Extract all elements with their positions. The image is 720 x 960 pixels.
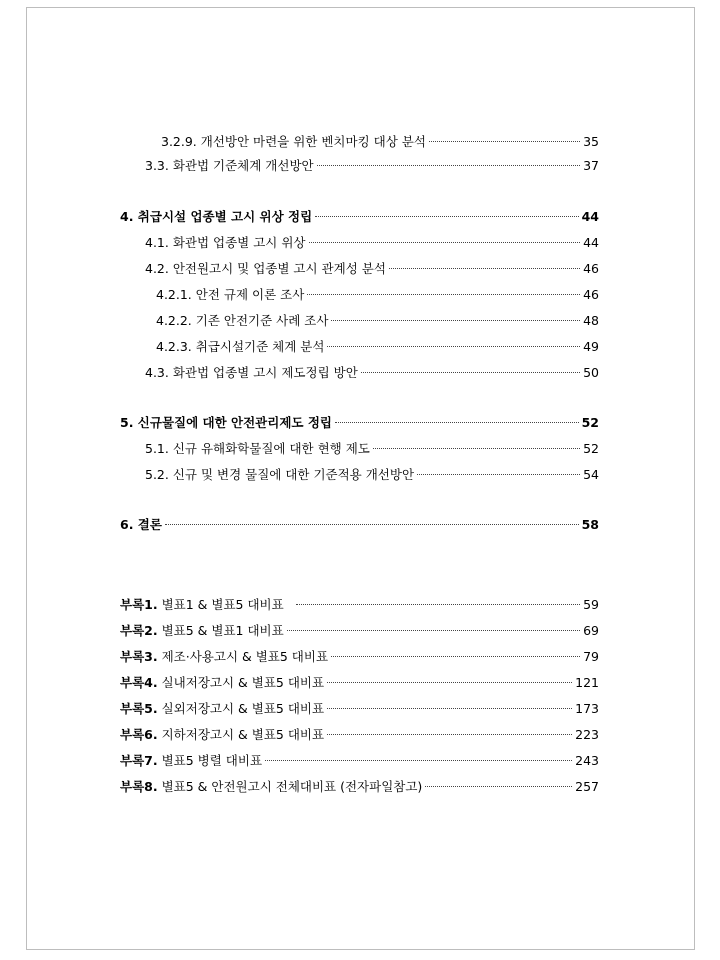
toc-entry[interactable] <box>156 338 599 356</box>
appendix-prefix: 부록2. <box>120 623 158 638</box>
toc-appendix-entry[interactable] <box>120 752 599 770</box>
toc-leader-dots <box>429 141 580 142</box>
toc-entry-label: 3.2.9. 개선방안 마련을 위한 벤치마킹 대상 분석 <box>161 134 426 149</box>
toc-chapter-entry[interactable] <box>120 516 599 534</box>
toc-entry-label: 4.3. 화관법 업종별 고시 제도정립 방안 <box>145 365 358 380</box>
toc-chapter-entry[interactable] <box>120 414 599 432</box>
toc-entry-label: 별표5 & 안전원고시 전체대비표 (전자파일참고) <box>161 779 423 794</box>
toc-entry-page: 79 <box>583 649 599 664</box>
toc-entry-page: 50 <box>583 365 599 380</box>
toc-entry-page: 173 <box>575 701 599 716</box>
toc-entry-page: 44 <box>581 209 599 224</box>
appendix-prefix: 부록3. <box>120 649 158 664</box>
toc-entry-page: 35 <box>583 134 599 149</box>
toc-entry[interactable] <box>145 466 599 484</box>
toc-entry-label: 실외저장고시 & 별표5 대비표 <box>161 701 325 716</box>
toc-entry-page: 52 <box>583 441 599 456</box>
toc-entry[interactable] <box>145 157 599 175</box>
toc-entry-page: 257 <box>575 779 599 794</box>
toc-entry-label: 5. 신규물질에 대한 안전관리제도 정립 <box>120 415 332 430</box>
toc-leader-dots <box>425 786 572 787</box>
toc-entry[interactable] <box>156 286 599 304</box>
toc-entry-page: 37 <box>583 158 599 173</box>
toc-entry-page: 52 <box>581 415 599 430</box>
toc-leader-dots <box>265 760 572 761</box>
toc-entry-page: 223 <box>575 727 599 742</box>
toc-entry-page: 44 <box>583 235 599 250</box>
toc-leader-dots <box>335 422 579 423</box>
toc-appendix-entry[interactable] <box>120 622 599 640</box>
toc-appendix-entry[interactable] <box>120 648 599 666</box>
toc-appendix-entry[interactable] <box>120 700 599 718</box>
appendix-prefix: 부록6. <box>120 727 158 742</box>
toc-leader-dots <box>327 346 580 347</box>
appendix-prefix: 부록4. <box>120 675 158 690</box>
toc-leader-dots <box>315 216 578 217</box>
toc-entry-label: 별표1 & 별표5 대비표 <box>161 597 284 612</box>
toc-leader-dots <box>309 242 581 243</box>
toc-appendix-entry[interactable] <box>120 674 599 692</box>
appendix-prefix: 부록7. <box>120 753 158 768</box>
toc-entry-label: 5.1. 신규 유해화학물질에 대한 현행 제도 <box>145 441 370 456</box>
toc-leader-dots <box>327 708 572 709</box>
appendix-prefix: 부록1. <box>120 597 158 612</box>
toc-leader-dots <box>417 474 580 475</box>
toc-entry-label: 4.2.3. 취급시설기준 체계 분석 <box>156 339 325 354</box>
toc-entry-label: 4.2. 안전원고시 및 업종별 고시 관계성 분석 <box>145 261 386 276</box>
toc-entry-label: 4. 취급시설 업종별 고시 위상 정립 <box>120 209 313 224</box>
toc-entry-page: 121 <box>575 675 599 690</box>
toc-entry[interactable] <box>145 234 599 252</box>
toc-entry-page: 46 <box>583 261 599 276</box>
toc-entry-label: 4.2.2. 기존 안전기준 사례 조사 <box>156 313 329 328</box>
toc-entry-label: 지하저장고시 & 별표5 대비표 <box>161 727 325 742</box>
toc-entry-page: 49 <box>583 339 599 354</box>
toc-entry-label: 5.2. 신규 및 변경 물질에 대한 기준적용 개선방안 <box>145 467 415 482</box>
toc-entry[interactable] <box>156 312 599 330</box>
toc-leader-dots <box>331 656 580 657</box>
toc-entry[interactable] <box>161 133 599 151</box>
toc-leader-dots <box>361 372 580 373</box>
toc-appendix-entry[interactable] <box>120 596 599 614</box>
toc-entry[interactable] <box>145 260 599 278</box>
toc-leader-dots <box>165 524 579 525</box>
toc-entry-page: 243 <box>575 753 599 768</box>
toc-entry-label: 제조·사용고시 & 별표5 대비표 <box>161 649 329 664</box>
toc-leader-dots <box>331 320 580 321</box>
toc-leader-dots <box>296 604 580 605</box>
appendix-prefix: 부록8. <box>120 779 158 794</box>
toc-entry[interactable] <box>145 440 599 458</box>
toc-leader-dots <box>373 448 580 449</box>
toc-entry[interactable] <box>145 364 599 382</box>
toc-entry-label: 4.2.1. 안전 규제 이론 조사 <box>156 287 305 302</box>
toc-entry-label: 별표5 & 별표1 대비표 <box>161 623 284 638</box>
toc-chapter-entry[interactable] <box>120 208 599 226</box>
toc-appendix-entry[interactable] <box>120 726 599 744</box>
appendix-prefix: 부록5. <box>120 701 158 716</box>
toc-entry-label: 실내저장고시 & 별표5 대비표 <box>161 675 325 690</box>
toc-entry-page: 54 <box>583 467 599 482</box>
toc-leader-dots <box>389 268 580 269</box>
toc-entry-label: 별표5 병렬 대비표 <box>161 753 263 768</box>
toc-leader-dots <box>317 165 580 166</box>
toc-entry-page: 69 <box>583 623 599 638</box>
toc-entry-page: 46 <box>583 287 599 302</box>
toc-leader-dots <box>327 734 572 735</box>
toc-entry-label: 6. 결론 <box>120 517 162 532</box>
toc-entry-page: 58 <box>581 517 599 532</box>
toc-leader-dots <box>287 630 580 631</box>
toc-entry-page: 59 <box>583 597 599 612</box>
toc-leader-dots <box>327 682 572 683</box>
toc-entry-label: 4.1. 화관법 업종별 고시 위상 <box>145 235 306 250</box>
toc-entry-label: 3.3. 화관법 기준체계 개선방안 <box>145 158 314 173</box>
toc-leader-dots <box>307 294 580 295</box>
toc-appendix-entry[interactable] <box>120 778 599 796</box>
toc-entry-page: 48 <box>583 313 599 328</box>
